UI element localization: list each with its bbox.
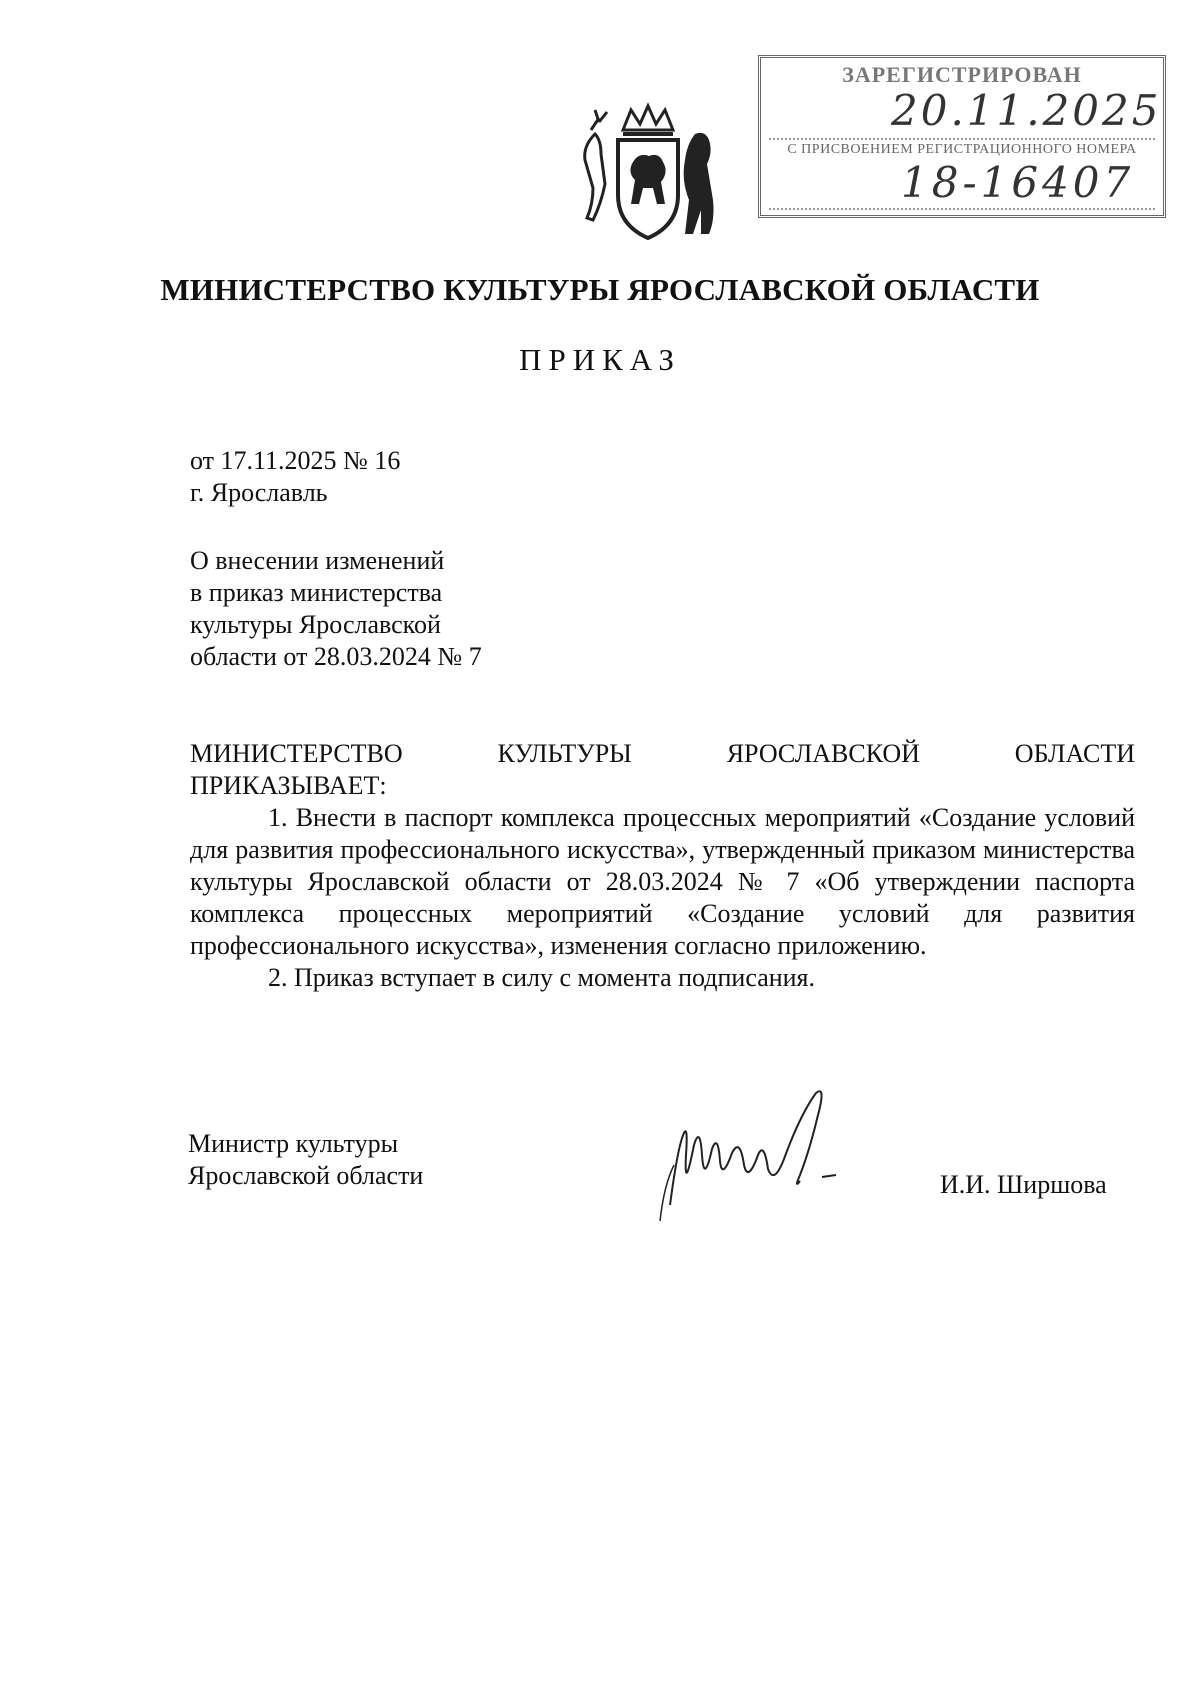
stamp-registration-number: 18-16407 <box>901 158 1135 207</box>
paragraph-2: 2. Приказ вступает в силу с момента подписания. <box>268 963 816 992</box>
document-body <box>190 738 1135 994</box>
signer-name: И.И. Ширшова <box>940 1170 1107 1199</box>
preamble-word: МИНИСТЕРСТВО <box>190 739 403 768</box>
stamp-divider <box>769 208 1155 210</box>
document-type: ПРИКАЗ <box>519 342 681 377</box>
stamp-registration-date: 20.11.2025 <box>891 86 1162 135</box>
preamble-end: ПРИКАЗЫВАЕТ: <box>190 771 387 800</box>
stamp-divider <box>769 138 1155 140</box>
coat-of-arms-icon <box>573 100 723 250</box>
organization-name: МИНИСТЕРСТВО КУЛЬТУРЫ ЯРОСЛАВСКОЙ ОБЛАСТИ <box>160 272 1040 307</box>
subject-line: области от 28.03.2024 № 7 <box>190 642 482 671</box>
stamp-registered-label: ЗАРЕГИСТРИРОВАН <box>842 62 1082 87</box>
paragraph-1: 1. Внести в паспорт комплекса процессных мероприятий «Создание условий для развития профессионального искусства», утвержденный приказом министерства культуры Ярославской области от 28.03.2024 № 7 «Об утверждении паспорта комплекса процессных мероприятий «Создание условий для развития профессионального искусства», изменения согласно приложению. <box>190 803 1135 960</box>
handwritten-signature-icon <box>650 1085 860 1225</box>
signer-position-line: Министр культуры <box>188 1129 399 1158</box>
preamble-word: КУЛЬТУРЫ <box>497 739 632 768</box>
city: г. Ярославль <box>190 478 328 507</box>
document-subject <box>190 545 482 673</box>
signer-position <box>188 1128 423 1192</box>
document-meta <box>190 445 400 509</box>
stamp-number-label: С ПРИСВОЕНИЕМ РЕГИСТРАЦИОННОГО НОМЕРА <box>787 142 1137 157</box>
date-number: от 17.11.2025 № 16 <box>190 446 401 475</box>
registration-stamp <box>758 55 1166 218</box>
signer-position-line: Ярославской области <box>188 1161 424 1190</box>
preamble-word: ЯРОСЛАВСКОЙ <box>726 739 920 768</box>
subject-line: О внесении изменений <box>190 546 445 575</box>
subject-line: культуры Ярославской <box>190 610 441 639</box>
subject-line: в приказ министерства <box>190 578 443 607</box>
preamble-line <box>190 738 1135 770</box>
preamble-word: ОБЛАСТИ <box>1014 739 1135 768</box>
